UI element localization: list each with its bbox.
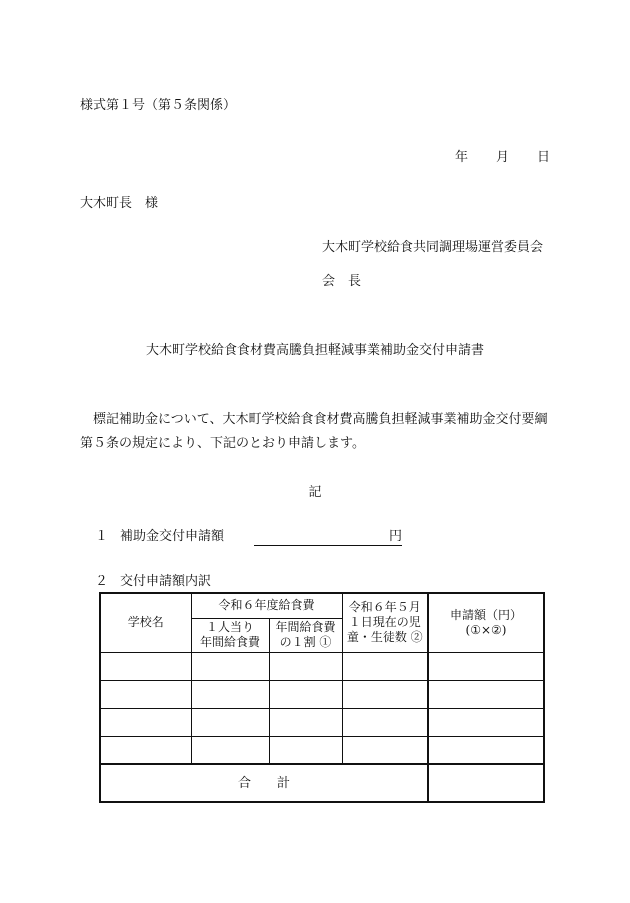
- item2-number: ２: [95, 574, 109, 589]
- cell-school[interactable]: [100, 680, 191, 708]
- cell-students[interactable]: [342, 708, 428, 736]
- body-text: 標記補助金について、大木町学校給食食材費高騰負担軽減事業補助金交付要綱第５条の規定により、下記のとおり申請します。: [80, 412, 548, 451]
- table-row: [100, 652, 544, 680]
- ki-heading: 記: [308, 485, 322, 500]
- date-day: 日: [537, 150, 551, 165]
- cell-amount[interactable]: [428, 680, 544, 708]
- applicant-organization: 大木町学校給食共同調理場運営委員会: [322, 240, 544, 255]
- document-title: 大木町学校給食食材費高騰負担軽減事業補助金交付申請書: [145, 343, 484, 358]
- table-header-row: [100, 593, 544, 618]
- amount-unit: 円: [388, 529, 402, 544]
- cell-ten-percent[interactable]: [269, 680, 342, 708]
- cell-ten-percent[interactable]: [269, 652, 342, 680]
- cell-annual-fee[interactable]: [191, 736, 269, 764]
- form-number: 様式第１号（第５条関係）: [80, 98, 237, 113]
- cell-ten-percent[interactable]: [269, 708, 342, 736]
- header-school-name: 学校名: [100, 593, 191, 652]
- cell-school[interactable]: [100, 652, 191, 680]
- table-row: [100, 736, 544, 764]
- addressee: 大木町長 様: [80, 196, 159, 211]
- cell-annual-fee[interactable]: [191, 652, 269, 680]
- table-row: [100, 708, 544, 736]
- breakdown-table: [99, 592, 545, 803]
- table-row: [100, 680, 544, 708]
- date-year: 年: [455, 150, 469, 165]
- cell-amount[interactable]: [428, 736, 544, 764]
- cell-total-amount[interactable]: [428, 764, 544, 802]
- applicant-title: 会 長: [322, 274, 362, 289]
- requested-amount-field[interactable]: [254, 529, 402, 546]
- item2-label: 交付申請額内訳: [120, 574, 212, 589]
- header-requested-amount: 申請額（円） (①×②): [428, 593, 544, 652]
- header-lunch-fee-group: 令和６年度給食費: [191, 593, 342, 618]
- cell-school[interactable]: [100, 708, 191, 736]
- date-month: 月: [496, 150, 510, 165]
- header-annual-fee-per-person: １人当り 年間給食費: [191, 618, 269, 652]
- total-label: 合 計: [100, 764, 428, 802]
- table-total-row: [100, 764, 544, 802]
- date-line: [455, 150, 550, 166]
- cell-amount[interactable]: [428, 708, 544, 736]
- cell-ten-percent[interactable]: [269, 736, 342, 764]
- cell-annual-fee[interactable]: [191, 708, 269, 736]
- cell-students[interactable]: [342, 680, 428, 708]
- cell-annual-fee[interactable]: [191, 680, 269, 708]
- item1-label: 補助金交付申請額: [120, 529, 225, 544]
- cell-students[interactable]: [342, 652, 428, 680]
- cell-amount[interactable]: [428, 652, 544, 680]
- header-ten-percent: 年間給食費 の１割 ①: [269, 618, 342, 652]
- cell-school[interactable]: [100, 736, 191, 764]
- header-student-count: 令和６年５月 １日現在の児 童・生徒数 ②: [342, 593, 428, 652]
- cell-students[interactable]: [342, 736, 428, 764]
- item1-number: １: [95, 529, 109, 544]
